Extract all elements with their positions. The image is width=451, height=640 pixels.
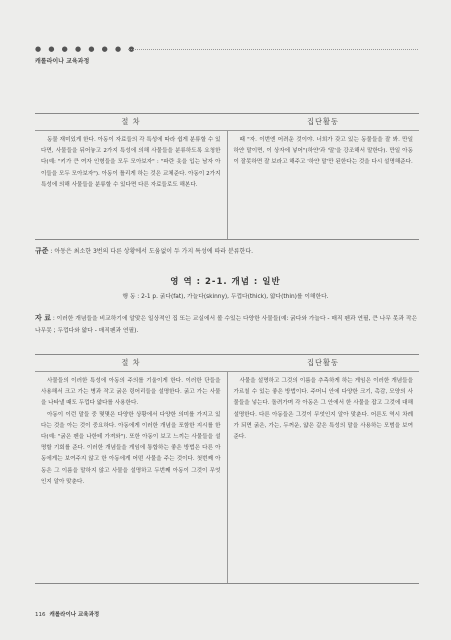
- header-series-title: 캐롤라이나 교육과정: [35, 58, 90, 65]
- procedure-column-title: 절 차: [121, 117, 141, 126]
- procedure-column-title: 절 차: [121, 358, 141, 367]
- page-number: 116: [35, 612, 46, 618]
- materials-text: : 이러한 개념들을 비교하기에 알맞은 일상적인 집 또는 교실에서 볼 수있는 다양한 사물들(예: 굵다와 가늘다 - 매직 펜과 연필, 큰 나무 못과 작은 나무못 ; 두껍다와 얇다 - 매직펜과 연필).: [35, 316, 418, 334]
- group-activity-column: [228, 372, 420, 583]
- area-title: 영 역 : 2-1. 개념 : 일반: [170, 277, 281, 287]
- procedure-paragraph: 사물들의 이러한 특성에 아동의 주의를 기울이게 한다. 이러한 단들을 사용해서 크고 가는 병과 작고 굵은 링어리들을 설명한다. 굵고 가는 사물을 나타낼 때도 두껍다 얇다를 사용한다.: [41, 378, 221, 407]
- group-activity-paragraph: 사물을 설명하고 그것의 이름을 추측하게 하는 게임은 이러한 개념들을 가르칠 수 있는 좋은 방법이다. 주머니 안에 다양한 크기, 촉감, 모양의 사물들을 넣는다. 돌려가며 각 아동은 그 안에서 한 사물을 잡고 그것에 대해 설명한다. 다른 아동들은 그것이 무엇인지 알아 맞춘다. 어른도 역시 차례가 되면 굵은, 가는, 두꺼운, 얇은 같은 특성의 말을 사용하는 모범을 보여준다.: [233, 378, 413, 441]
- header-dots: ● ● ● ● ● ● ● ●: [35, 45, 137, 53]
- group-activity-column-title: 집단활동: [307, 358, 339, 367]
- group-activity-paragraph: 때 "자. 이번엔 어려운 것이야. 너희가 갖고 있는 동물들을 잘 봐. 만일 하얀 말이면, 이 상자에 넣어"(하얀'과 '말'을 강조해서 말한다). 만일 아동이 잘못하면 잘 보라고 해주고 '하얀 말'만 된한다는 것을 다시 설명해준다.: [233, 137, 413, 166]
- behavior-line: 행 동 : 2-1 p. 굵다(fat), 가늘다(skinny), 두껍다(thick), 얇다(thin)를 이해한다.: [122, 294, 329, 300]
- materials-label: 자 료: [35, 314, 51, 322]
- procedure-column: [35, 372, 228, 583]
- group-activity-column: [228, 131, 420, 239]
- table-body: [35, 131, 419, 239]
- materials-note: [35, 312, 419, 337]
- page-footer: [35, 610, 99, 618]
- table-header: [35, 114, 419, 131]
- header-dotted-rule: [128, 49, 418, 50]
- procedure-column: [35, 131, 228, 239]
- table-body: [35, 372, 419, 583]
- footer-series-title: 캐롤라이나 교육과정: [49, 612, 100, 618]
- criterion-line: [35, 246, 253, 257]
- procedure-paragraph: 동물 재미있게 한다. 아동이 자료들의 각 특성에 따라 쉽게 분류할 수 있다면, 사물들을 뒤어놓고 2가지 특성에 의해 사물들을 분류하도록 요청한다(예: "키가 큰 여자 인형들을 모두 모아보자" : "파란 옷을 입는 남자 아이들을 모두 모아보자"). 아동이 틀리게 하는 것은 교체준다. 아동이 2가지 특성에 의해 사물들을 분류할 수 있다면 다른 자료들로도 해본다.: [41, 137, 221, 188]
- procedure-paragraph: 아동이 이런 말들 중 몇몇은 다양한 상황에서 다양한 의미를 가지고 있다는 것을 아는 것이 중요하다. 아동에게 이러한 개념을 포함한 지시를 한다(예: "굵은 펜을 나한테 가져와"). 또한 아동이 보고 느끼는 사물들을 설명할 기회를 준다. 이러한 개념들을 게임에 통합하는 좋은 방법은 다른 아동에게는 보여주지 않고 한 아동에게 어떤 사물을 주는 것이다. 첫번째 아동은 그 이름을 말하지 않고 사물을 설명하고 두번째 아동이 그것이 무엇인지 알아 맞춘다.: [41, 411, 221, 485]
- procedure-table-top: [35, 113, 419, 240]
- table-header: [35, 355, 419, 372]
- group-activity-column-title: 집단활동: [307, 117, 339, 126]
- criterion-label: 규준: [35, 247, 49, 255]
- procedure-table-bottom: [35, 354, 419, 584]
- criterion-text: : 아동은 최소한 3번의 다른 상황에서 도움없이 두 가지 특성에 따라 분류한다.: [50, 248, 254, 255]
